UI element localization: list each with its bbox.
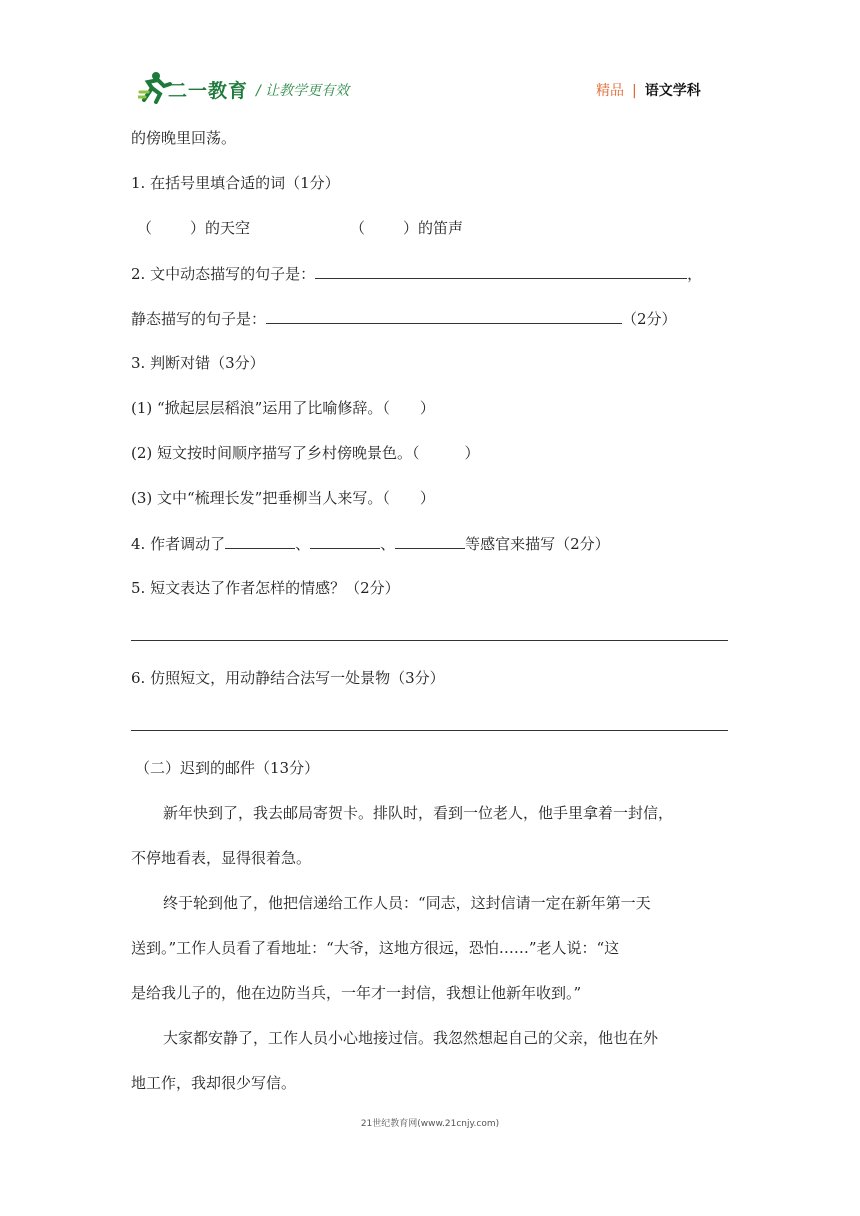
- question-2b: [131, 308, 677, 329]
- q2b-answer-blank[interactable]: [266, 308, 622, 324]
- q1-blank-a: [137, 218, 250, 238]
- question-3-1: (1) “掀起层层稻浪”运用了比喻修辞。（ ）: [131, 399, 435, 417]
- q4-suffix: 等感官来描写（2分）: [465, 535, 610, 553]
- paragraph-line: 送到。”工作人员看了看地址：“大爷，这地方很远，恐怕……”老人说：“这: [131, 939, 620, 957]
- question-3-3: (3) 文中“梳理长发”把垂柳当人来写。（ ）: [131, 489, 435, 507]
- q1b-open: （: [350, 219, 366, 237]
- paragraph-line: 终于轮到他了，他把信递给工作人员：“同志，这封信请一定在新年第一天: [163, 894, 651, 912]
- q4-blank-3[interactable]: [395, 533, 465, 549]
- paragraph-line: 地工作，我却很少写信。: [131, 1074, 297, 1092]
- q1-blank-b: [350, 218, 463, 238]
- q1b-close: ）的笛声: [403, 219, 464, 237]
- header-tags: [596, 80, 701, 100]
- q4-blank-1[interactable]: [225, 533, 295, 549]
- question-2: [131, 263, 702, 284]
- q5-answer-line[interactable]: [131, 640, 728, 641]
- paragraph-line: 不停地看表，显得很着急。: [131, 849, 312, 867]
- question-1: 1. 在括号里填合适的词（1分）: [131, 174, 340, 192]
- q2b-prefix: 静态描写的句子是：: [131, 310, 267, 328]
- q4-blank-2[interactable]: [310, 533, 380, 549]
- q1a-close: ）的天空: [190, 219, 251, 237]
- q2-answer-blank[interactable]: [315, 263, 687, 279]
- subject-label: 语文学科: [644, 83, 701, 99]
- q2-suffix: ，: [687, 265, 703, 283]
- q6-answer-line[interactable]: [131, 730, 728, 731]
- question-5: 5. 短文表达了作者怎样的情感？（2分）: [131, 579, 400, 597]
- question-3: 3. 判断对错（3分）: [131, 354, 265, 372]
- question-3-2: (2) 短文按时间顺序描写了乡村傍晚景色。（ ）: [131, 444, 480, 462]
- section-2-title: （二）迟到的邮件（13分）: [135, 759, 320, 777]
- q2b-suffix: （2分）: [622, 310, 677, 328]
- q4-sep-1: 、: [295, 535, 311, 553]
- q2-prefix: 2. 文中动态描写的句子是：: [131, 265, 316, 283]
- question-4: [131, 533, 610, 554]
- paragraph-line: 是给我儿子的，他在边防当兵，一年才一封信，我想让他新年收到。”: [131, 984, 582, 1002]
- page-header: [0, 0, 860, 120]
- slogan: / 让教学更有效: [256, 83, 350, 99]
- tag-separator: |: [632, 83, 637, 99]
- page-footer: 21世纪教育网(www.21cnjy.com): [360, 1119, 500, 1129]
- q1a-open: （: [137, 219, 153, 237]
- logo-text: 二一教育: [168, 80, 249, 102]
- question-6: 6. 仿照短文，用动静结合法写一处景物（3分）: [131, 669, 445, 687]
- tag-label: 精品: [596, 83, 624, 99]
- paragraph-line: 新年快到了，我去邮局寄贺卡。排队时，看到一位老人，他手里拿着一封信，: [163, 804, 674, 822]
- q4-sep-2: 、: [380, 535, 396, 553]
- text-line: 的傍晚里回荡。: [131, 129, 237, 147]
- paragraph-line: 大家都安静了，工作人员小心地接过信。我忽然想起自己的父亲，他也在外: [163, 1029, 659, 1047]
- q4-prefix: 4. 作者调动了: [131, 535, 226, 553]
